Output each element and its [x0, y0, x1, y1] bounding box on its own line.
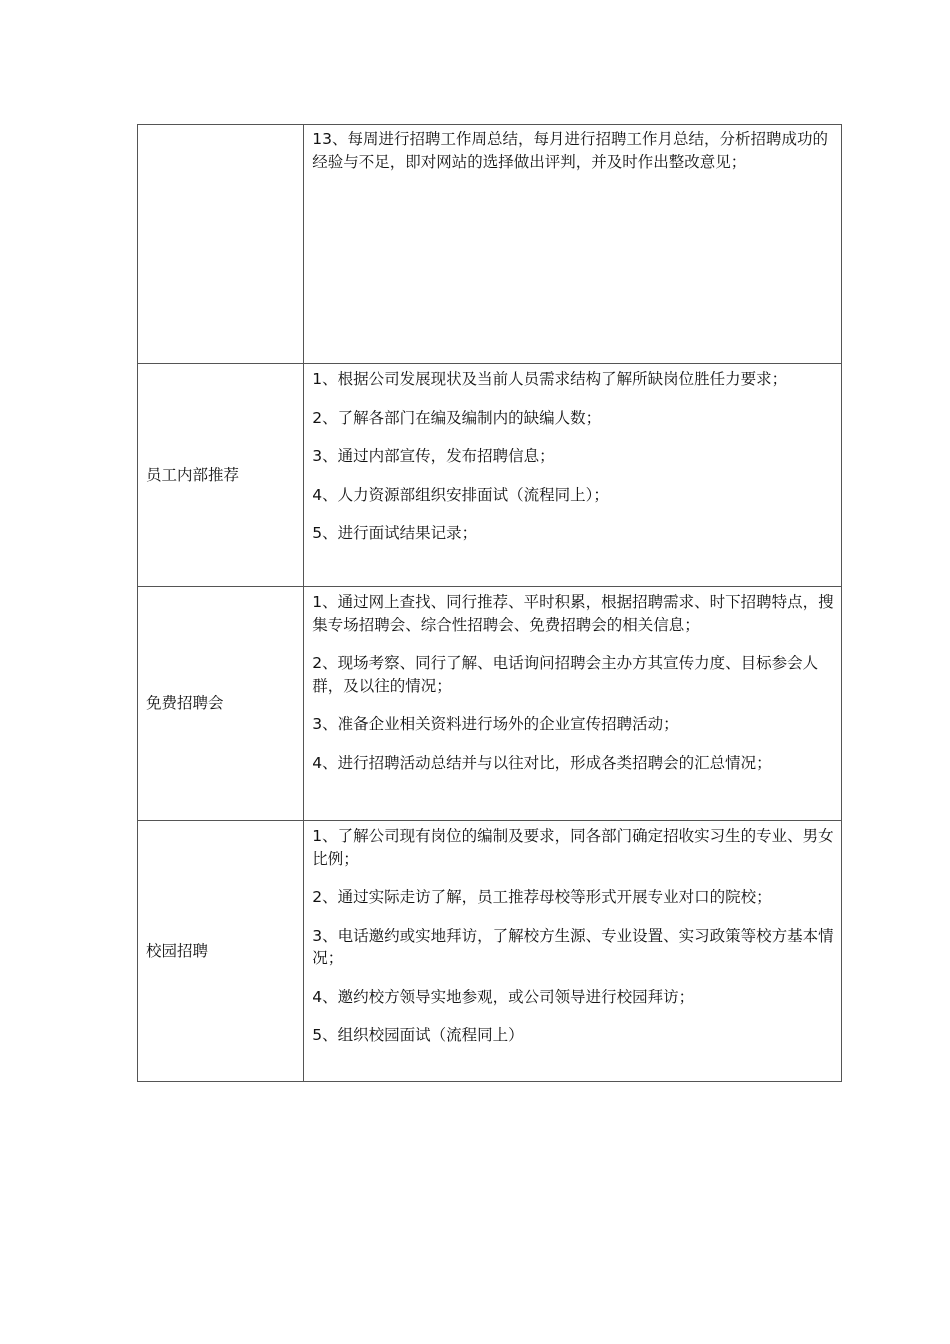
step-text: 3、电话邀约或实地拜访，了解校方生源、专业设置、实习政策等校方基本情况； — [312, 926, 834, 967]
steps-cell — [304, 821, 842, 1082]
channel-label-campus-recruitment: 校园招聘 — [146, 941, 209, 960]
channel-label-cell — [138, 821, 304, 1082]
table-row — [138, 587, 842, 821]
channel-label-free-job-fair: 免费招聘会 — [146, 694, 224, 713]
step-text: 4、邀约校方领导实地参观，或公司领导进行校园拜访； — [312, 987, 695, 1006]
channel-label-internal-referral: 员工内部推荐 — [146, 465, 240, 484]
step-text: 5、进行面试结果记录； — [312, 524, 478, 542]
steps-cell — [304, 364, 842, 587]
step-text: 2、通过实际走访了解，员工推荐母校等形式开展专业对口的院校； — [312, 888, 772, 906]
channel-label-cell — [138, 125, 304, 364]
step-text: 1、根据公司发展现状及当前人员需求结构了解所缺岗位胜任力要求； — [312, 370, 788, 388]
step-text: 5、组织校园面试（流程同上） — [312, 1026, 524, 1044]
step-text: 3、准备企业相关资料进行场外的企业宣传招聘活动； — [312, 715, 679, 733]
step-text: 1、了解公司现有岗位的编制及要求，同各部门确定招收实习生的专业、男女比例； — [312, 827, 834, 868]
step-text: 4、人力资源部组织安排面试（流程同上）； — [312, 485, 609, 504]
step-text: 2、现场考察、同行了解、电话询问招聘会主办方其宣传力度、目标参会人群，及以往的情况； — [312, 654, 819, 695]
table-row — [138, 125, 842, 364]
step-text: 3、通过内部宣传，发布招聘信息； — [312, 447, 555, 465]
table-row — [138, 364, 842, 587]
steps-cell — [304, 587, 842, 821]
steps-cell — [304, 125, 842, 364]
table-row — [138, 821, 842, 1082]
channel-label-cell — [138, 587, 304, 821]
channel-label-cell — [138, 364, 304, 587]
step-text: 2、了解各部门在编及编制内的缺编人数； — [312, 408, 602, 427]
recruitment-process-table — [137, 124, 842, 1082]
step-text: 4、进行招聘活动总结并与以往对比，形成各类招聘会的汇总情况； — [312, 753, 772, 772]
step-text: 13、每周进行招聘工作周总结，每月进行招聘工作月总结，分析招聘成功的经验与不足，即对网站的选择做出评判，并及时作出整改意见； — [312, 130, 828, 171]
step-text: 1、通过网上查找、同行推荐、平时积累，根据招聘需求、时下招聘特点，搜集专场招聘会、综合性招聘会、免费招聘会的相关信息； — [312, 593, 834, 634]
